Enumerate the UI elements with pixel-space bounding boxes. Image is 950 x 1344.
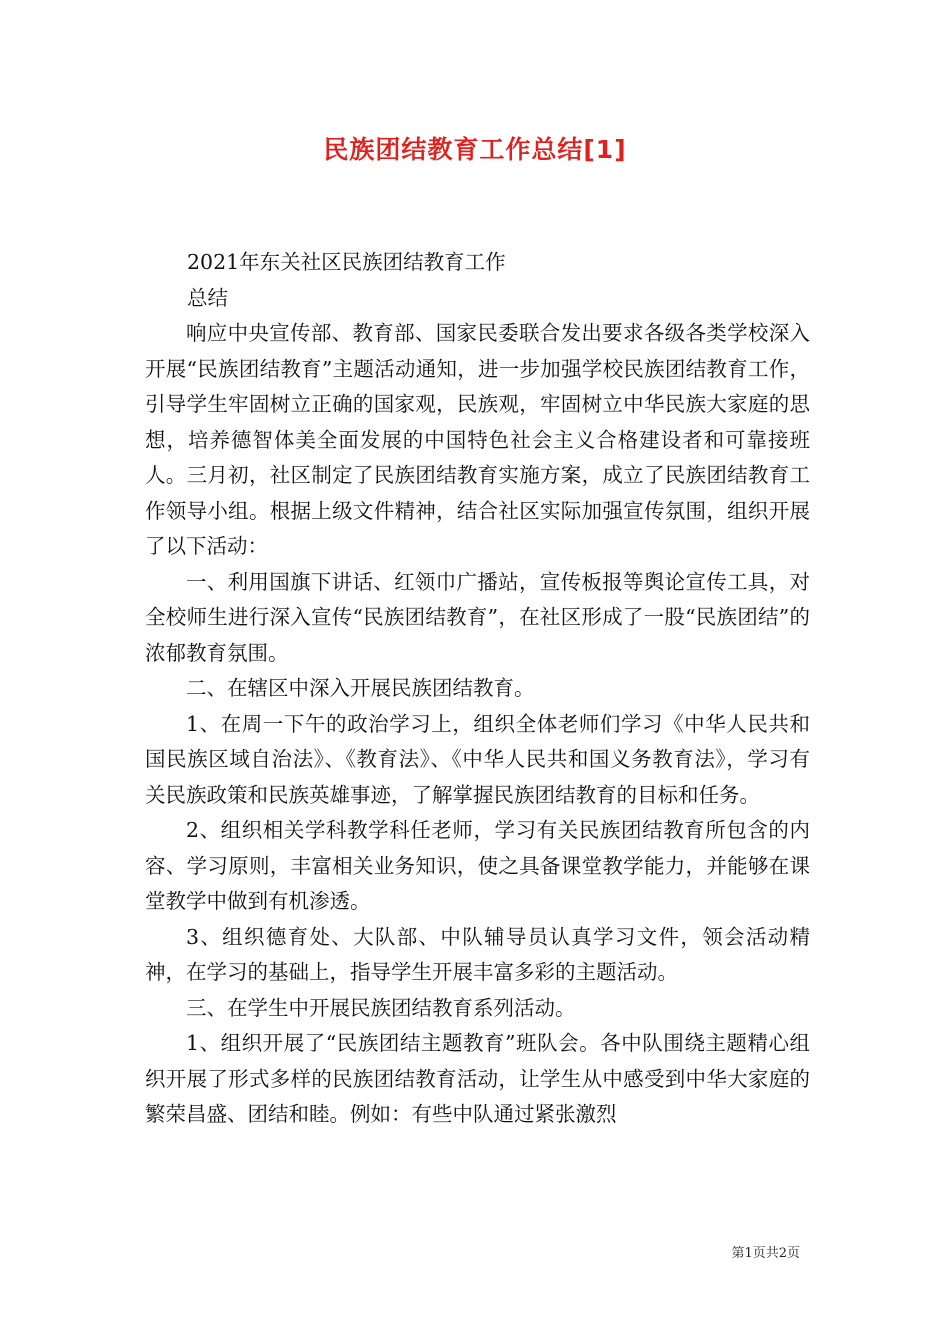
paragraph-item-3-1: 1、组织开展了“民族团结主题教育”班队会。各中队围绕主题精心组织开展了形式多样的民族团结教育活动，让学生从中感受到中华大家庭的繁荣昌盛、团结和睦。例如：有些中队通过紧张激烈: [145, 1031, 810, 1126]
paragraph-intro: 响应中央宣传部、教育部、国家民委联合发出要求各级各类学校深入开展“民族团结教育”主题活动通知，进一步加强学校民族团结教育工作，引导学生牢固树立正确的国家观，民族观，牢固树立中华民族大家庭的思想，培养德智体美全面发展的中国特色社会主义合格建设者和可靠接班人。三月初，社区制定了民族团结教育实施方案，成立了民族团结教育工作领导小组。根据上级文件精神，结合社区实际加强宣传氛围，组织开展了以下活动：: [145, 321, 810, 558]
heading-line-1: 2021年东关社区民族团结教育工作: [187, 250, 506, 274]
document-body: [145, 245, 810, 1133]
document-title: 民族团结教育工作总结[1]: [323, 135, 627, 164]
paragraph-item-2-1: 1、在周一下午的政治学习上，组织全体老师们学习《中华人民共和国民族区域自治法》、《教育法》、《中华人民共和国义务教育法》，学习有关民族政策和民族英雄事迹，了解掌握民族团结教育的目标和任务。: [145, 711, 810, 807]
page-number: 第1页共2页: [731, 1246, 800, 1261]
paragraph-section-2: 二、在辖区中深入开展民族团结教育。: [186, 676, 535, 700]
paragraph-section-1: 一、利用国旗下讲话、红领巾广播站，宣传板报等舆论宣传工具，对全校师生进行深入宣传“民族团结教育”，在社区形成了一股“民族团结”的浓郁教育氛围。: [145, 569, 810, 665]
paragraph-item-2-2: 2、组织相关学科教学科任老师，学习有关民族团结教育所包含的内容、学习原则，丰富相关业务知识，使之具备课堂教学能力，并能够在课堂教学中做到有机渗透。: [145, 818, 810, 913]
paragraph-item-2-3: 3、组织德育处、大队部、中队辅导员认真学习文件，领会活动精神，在学习的基础上，指导学生开展丰富多彩的主题活动。: [145, 924, 810, 984]
paragraph-section-3: 三、在学生中开展民族团结教育系列活动。: [186, 995, 576, 1020]
heading-line-2: 总结: [187, 285, 228, 310]
